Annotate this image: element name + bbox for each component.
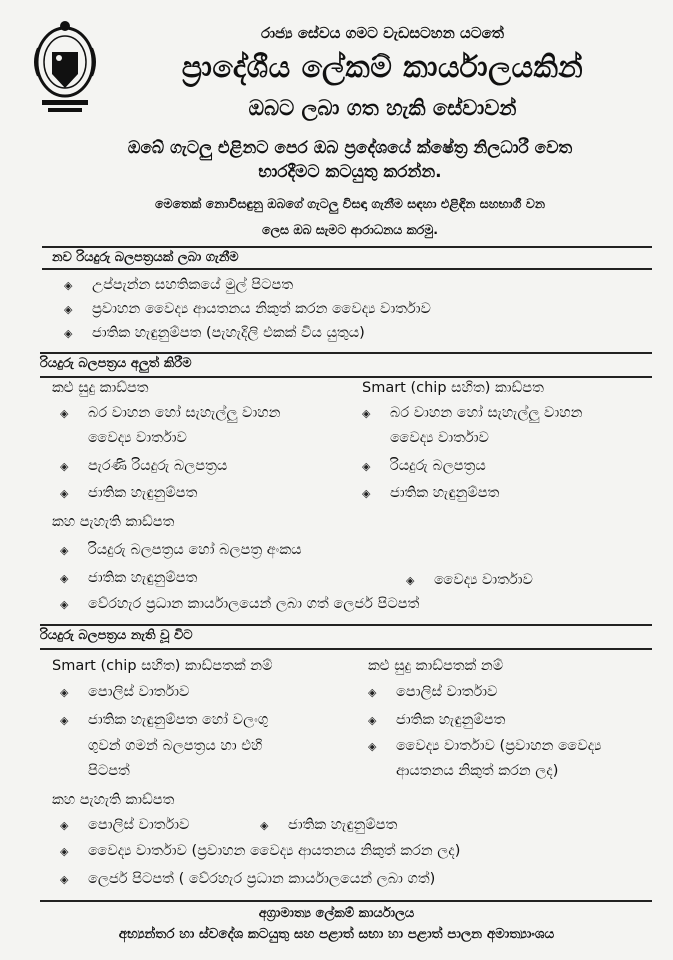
diamond-bullet-icon: ◈ [368,714,377,727]
list-item-continued: වෛද්‍ය වාර්තාව [88,430,187,446]
list-item: ◈ රියදුරු බලපත්‍රය [362,458,486,474]
list-item: ◈ ප්‍රවාහන වෛද්‍ය ආයතනය නිකුත් කරන වෛද්‍ය වාර්තාව [64,301,431,317]
diamond-bullet-icon: ◈ [64,279,73,292]
list-item: ◈ බර වාහන හෝ සැහැල්ලු වාහන [60,405,281,421]
list-item: ◈ ජාතික හැඳුනුම්පත හෝ වලංගු [60,712,269,728]
section-title-new-license: නව රියදුරු බලපත්‍රයක් ලබා ගැනීම [52,250,239,265]
subheading-black-white-card: කළු සුදු කාඩ්පතක් නම් [368,658,504,674]
diamond-bullet-icon: ◈ [60,845,69,858]
note-line-1: මෙතෙක් නොවිසඳුනු ඔබගේ ගැටලු විසඳා ගැනීම සඳහා එළිඳින සහභාගී වන [155,196,545,211]
list-item: ◈ ජාතික හැඳුනුම්පත [60,570,198,586]
subheading-smart-card: Smart (chip සහිත) කාඩ්පතක් නම් [52,658,273,674]
diamond-bullet-icon: ◈ [60,544,69,557]
page-title: ප්‍රාදේශීය ලේකම් කාර්යාලයකින් [181,50,584,85]
intro-line-2: භාරදීමට කටයුතු කරන්න. [258,162,442,182]
list-item: ◈ උප්පැන්න සහතිකයේ මුල් පිටපත [64,277,294,293]
intro-line-1: ඔබේ ගැටලු එළිනට පෙර ඔබ ප්‍රදේශයේ ක්ෂේත්‍ර නිලධාරී වෙත [127,138,573,158]
list-item: ◈ පොලිස් වාර්තාව [368,684,498,700]
list-item: ◈ වෛද්‍ය වාර්තාව (ප්‍රවාහන වෛද්‍ය [368,738,602,754]
divider [42,268,652,270]
divider [40,648,652,650]
diamond-bullet-icon: ◈ [64,303,73,316]
diamond-bullet-icon: ◈ [60,460,69,473]
footer-ministry-name: අභ්‍යන්තර හා ස්වදේශ කටයුතු සහ පළාත් සභා හා පළාත් පාලන අමාත්‍යාංශය [118,926,555,942]
subheading-black-white-card: කළු සුදු කාඩ්පත [52,380,149,396]
diamond-bullet-icon: ◈ [260,819,269,832]
diamond-bullet-icon: ◈ [362,460,371,473]
list-item: ◈ පොලිස් වාර්තාව [60,684,190,700]
divider [40,624,652,626]
list-item: ◈ පොලිස් වාර්තාව [60,817,190,833]
list-item: ◈ ජාතික හැඳුනුම්පත (පැහැදිලි එකක් විය යුතුය) [64,325,365,341]
divider [40,376,652,378]
diamond-bullet-icon: ◈ [406,574,415,587]
list-item: ◈ ජාතික හැඳුනුම්පත [260,817,398,833]
divider [40,900,652,902]
diamond-bullet-icon: ◈ [60,819,69,832]
diamond-bullet-icon: ◈ [60,598,69,611]
diamond-bullet-icon: ◈ [60,714,69,727]
diamond-bullet-icon: ◈ [60,873,69,886]
list-item: ◈ ලෙජර් පිටපත් ( වේරහැර ප්‍රධාන කාර්යාලයෙන් ලබා ගත්) [60,871,436,887]
list-item-continued: ආයතනය නිකුත් කරන ලද) [396,763,559,779]
diamond-bullet-icon: ◈ [60,407,69,420]
sri-lanka-emblem-icon [30,18,100,122]
divider [40,352,652,354]
list-item: ◈ වෛද්‍ය වාර්තාව [406,572,533,588]
subheading-paper-card: කහ පැහැති කාඩ්පත [52,514,175,530]
list-item: ◈ පැරණි රියදුරු බලපත්‍රය [60,458,228,474]
list-item-continued: ගුවන් ගමන් බලපත්‍රය හා එහි [88,738,263,754]
list-item-continued: පිටපත් [88,763,130,779]
list-item: ◈ බර වාහන හෝ සැහැල්ලු වාහන [362,405,583,421]
diamond-bullet-icon: ◈ [368,686,377,699]
section-title-renew-license: රියදුරු බලපත්‍රය අලුත් කිරීම [40,356,192,371]
subheading-smart-card: Smart (chip සහිත) කාඩ්පත [362,380,544,396]
list-item: ◈ ජාතික හැඳුනුම්පත [368,712,506,728]
list-item: ◈ වේරහැර ප්‍රධාන කාර්යාලයෙන් ලබා ගත් ලෙජර් පිටපත් [60,596,420,612]
diamond-bullet-icon: ◈ [368,740,377,753]
list-item-continued: වෛද්‍ය වාර්තාව [390,430,489,446]
diamond-bullet-icon: ◈ [60,487,69,500]
diamond-bullet-icon: ◈ [362,407,371,420]
list-item: ◈ වෛද්‍ය වාර්තාව (ප්‍රවාහන වෛද්‍ය ආයතනය නිකුත් කරන ලද) [60,843,461,859]
footer-office-name: අග්‍රාමාත්‍ය ලේකම් කාර්යාලය [258,906,415,921]
diamond-bullet-icon: ◈ [60,572,69,585]
diamond-bullet-icon: ◈ [60,686,69,699]
section-title-lost-license: රියදුරු බලපත්‍රය නැති වූ විට [40,628,193,643]
diamond-bullet-icon: ◈ [64,327,73,340]
list-item: ◈ ජාතික හැඳුනුම්පත [362,485,500,501]
diamond-bullet-icon: ◈ [362,487,371,500]
divider [42,246,652,248]
header-top-line: රාජ්‍ය සේවය ගමට වැඩසටහන යටතේ [261,24,504,42]
subheading-paper-card: කහ පැහැති කාඩ්පත [52,792,175,808]
note-line-2: ලෙස ඔබ සැමට ආරාධනය කරමු. [261,222,439,237]
list-item: ◈ රියදුරු බලපත්‍රය හෝ බලපත්‍ර අංකය [60,542,302,558]
page-subtitle: ඔබට ලබා ගත හැකි සේවාවන් [248,96,517,120]
list-item: ◈ ජාතික හැඳුනුම්පත [60,485,198,501]
